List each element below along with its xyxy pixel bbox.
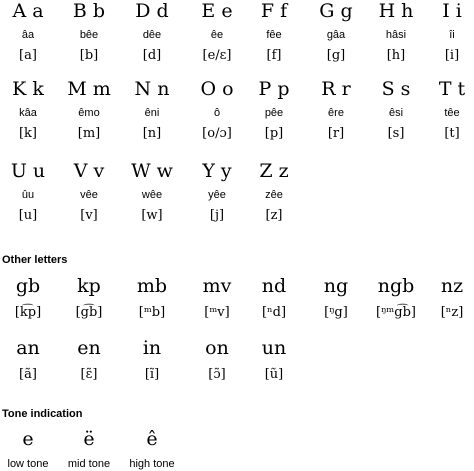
- ipa-value: [ã]: [19, 367, 37, 382]
- ipa-value: [ᵑg]: [324, 305, 348, 320]
- letter-pair: U u: [10, 160, 46, 182]
- ipa-value: [ⁿz]: [440, 305, 464, 320]
- letter-name: vêe: [80, 189, 98, 201]
- tone-name: mid tone: [67, 458, 111, 470]
- ipa-value: [h]: [386, 48, 406, 63]
- digraph: on: [205, 337, 229, 359]
- letter-pair: O o: [200, 78, 234, 100]
- digraph: ng: [323, 275, 349, 297]
- digraph: nz: [440, 275, 464, 297]
- letter-name: êe: [210, 29, 224, 41]
- letter-name: hâsi: [385, 29, 407, 41]
- digraph: en: [77, 337, 101, 359]
- digraph: mv: [202, 275, 232, 297]
- digraph: in: [142, 337, 162, 359]
- letter-name: yêe: [208, 189, 226, 201]
- letter-pair: D d: [135, 0, 169, 22]
- ipa-value: [e/ɛ]: [202, 48, 232, 63]
- ipa-value: [ɛ̃]: [80, 367, 98, 382]
- letter-pair: Y y: [202, 160, 232, 182]
- ipa-value: [n]: [142, 126, 162, 141]
- tone-letter: ë: [83, 428, 95, 450]
- letter-name: dêe: [142, 29, 162, 41]
- letter-pair: H h: [378, 0, 414, 22]
- ipa-value: [ⁿd]: [261, 305, 287, 320]
- letter-pair: B b: [72, 0, 106, 22]
- ipa-value: [w]: [141, 208, 163, 223]
- letter-pair: G g: [319, 0, 353, 22]
- letter-pair: W w: [131, 160, 173, 182]
- digraph: nd: [261, 275, 287, 297]
- ipa-value: [j]: [209, 208, 225, 223]
- tone-name: high tone: [129, 458, 175, 470]
- tone-indication-heading: Tone indication: [2, 408, 83, 420]
- ipa-value: [z]: [265, 208, 283, 223]
- letter-pair: K k: [12, 78, 44, 100]
- ipa-value: [ᵐv]: [204, 305, 230, 320]
- ipa-value: [u]: [18, 208, 38, 223]
- ipa-value: [a]: [19, 48, 37, 63]
- ipa-value: [m]: [77, 126, 101, 141]
- letter-name: âa: [21, 29, 35, 41]
- letter-name: êmo: [78, 107, 100, 119]
- letter-pair: V v: [73, 160, 105, 182]
- ipa-value: [k͡p]: [14, 305, 42, 320]
- letter-pair: P p: [258, 78, 290, 100]
- ipa-value: [p]: [264, 126, 284, 141]
- digraph: an: [16, 337, 40, 359]
- ipa-value: [o/ɔ]: [202, 126, 232, 141]
- ipa-value: [r]: [327, 126, 345, 141]
- ipa-value: [g]: [326, 48, 346, 63]
- letter-name: zêe: [265, 189, 283, 201]
- letter-name: îi: [449, 29, 455, 41]
- letter-name: pêe: [264, 107, 284, 119]
- letter-name: têe: [444, 107, 460, 119]
- tone-letter: ê: [146, 428, 158, 450]
- letter-name: wêe: [141, 189, 163, 201]
- letter-name: êsi: [388, 107, 404, 119]
- ipa-value: [v]: [80, 208, 98, 223]
- ipa-value: [i]: [444, 48, 460, 63]
- letter-pair: M m: [67, 78, 111, 100]
- letter-pair: N n: [134, 78, 170, 100]
- ipa-value: [t]: [444, 126, 460, 141]
- ipa-value: [s]: [387, 126, 405, 141]
- tone-name: low tone: [7, 458, 49, 470]
- letter-name: kâa: [19, 107, 37, 119]
- digraph: ngb: [377, 275, 415, 297]
- letter-pair: I i: [442, 0, 462, 22]
- tone-letter: e: [22, 428, 34, 450]
- ipa-value: [ᵐb]: [138, 305, 166, 320]
- letter-name: gâa: [326, 29, 346, 41]
- digraph: kp: [77, 275, 101, 297]
- ipa-value: [b]: [79, 48, 99, 63]
- letter-name: ô: [213, 107, 221, 119]
- letter-name: êre: [328, 107, 344, 119]
- digraph: un: [261, 337, 287, 359]
- letter-pair: E e: [201, 0, 233, 22]
- letter-pair: Z z: [259, 160, 289, 182]
- ipa-value: [g͡b]: [75, 305, 103, 320]
- ipa-value: [f]: [266, 48, 282, 63]
- ipa-value: [d]: [142, 48, 162, 63]
- letter-pair: F f: [260, 0, 288, 22]
- digraph: mb: [136, 275, 168, 297]
- ipa-value: [ĩ]: [144, 367, 160, 382]
- ipa-value: [ũ]: [264, 367, 284, 382]
- letter-name: bêe: [79, 29, 99, 41]
- letter-name: fêe: [266, 29, 282, 41]
- letter-pair: T t: [438, 78, 466, 100]
- ipa-value: [ᵑᵐg͡b]: [376, 305, 416, 320]
- digraph: gb: [15, 275, 41, 297]
- letter-pair: R r: [321, 78, 351, 100]
- letter-pair: A a: [12, 0, 44, 22]
- letter-name: ûu: [21, 189, 35, 201]
- ipa-value: [ɔ̃]: [208, 367, 226, 382]
- ipa-value: [k]: [18, 126, 38, 141]
- other-letters-heading: Other letters: [2, 254, 68, 266]
- letter-pair: S s: [381, 78, 411, 100]
- letter-name: êni: [144, 107, 160, 119]
